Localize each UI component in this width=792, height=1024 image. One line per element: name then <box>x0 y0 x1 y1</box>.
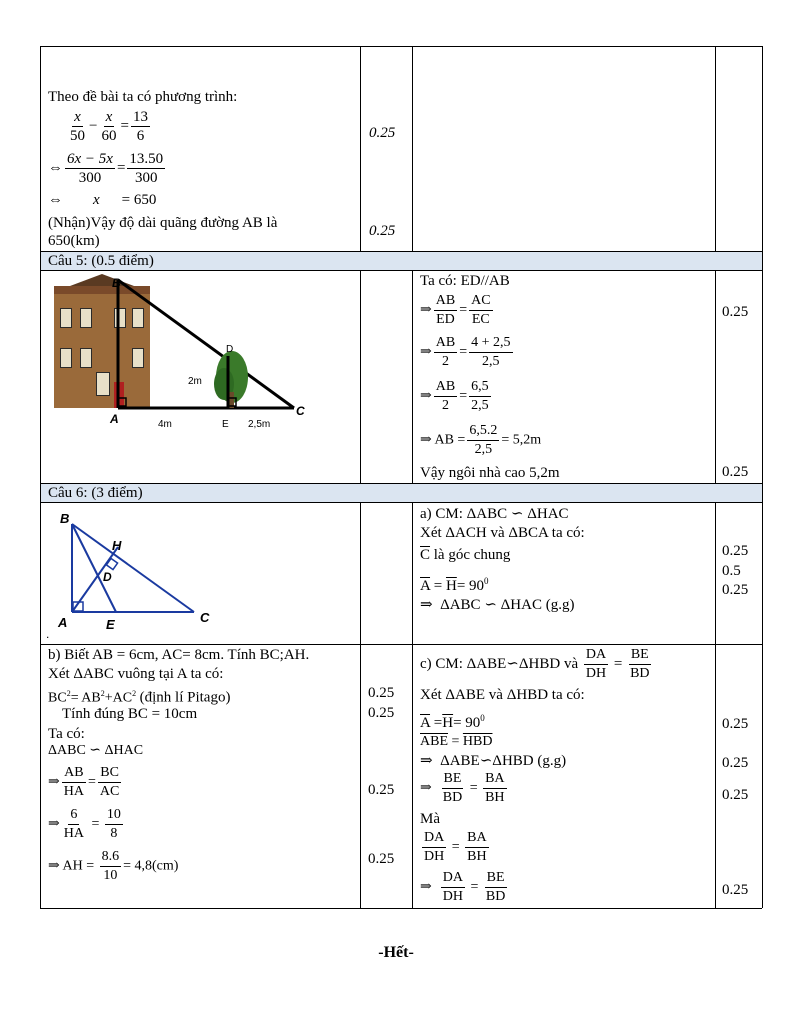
q5-result: ⇒ AB = $\frac{6,5.2}{2,5}$ = 5,2m <box>420 423 542 457</box>
q6a-score-3: 0.25 <box>722 582 749 598</box>
q4-equation-2: ⇔ $\frac{6x - 5x}{300}$ = $\frac{13.50}{300}$ <box>48 151 164 186</box>
q6c-fraction-3: ⇒ $\frac{DA}{DH}$ = $\frac{BE}{BD}$ <box>420 870 506 904</box>
q5-label-2-5m: 2,5m <box>248 419 271 430</box>
q6b-result: ⇒ AH = $\frac{8.6}{10}$ = 4,8(cm) <box>48 849 179 883</box>
q6c-score-4: 0.25 <box>722 882 749 898</box>
q6b-score-3: 0.25 <box>368 782 395 798</box>
q5-label-4m: 4m <box>158 419 172 430</box>
q6b-line-2: Xét ΔABC vuông tại A ta có: <box>48 666 224 682</box>
q6-header-shade <box>41 483 762 502</box>
q5-fraction-3: ⇒ $\frac{AB}{2}$ = $\frac{6,5}{2,5}$ <box>420 379 489 413</box>
q6-label-C: C <box>200 610 210 625</box>
q4-equation-3: ⇔ x = 650 <box>48 192 157 208</box>
q6b-line-6: ΔABC ∽ ΔHAC <box>48 743 144 758</box>
q5-house-tree-figure <box>52 272 312 432</box>
q6b-line-5: Ta có: <box>48 726 85 742</box>
q6c-line-3: $\overline{A} =\overline{H}= 90^0$ <box>420 713 485 731</box>
q6b-score-4: 0.25 <box>368 851 395 867</box>
q6c-score-3: 0.25 <box>722 787 749 803</box>
q5-header: Câu 5: (0.5 điểm) <box>48 253 154 269</box>
q4-score-1: 0.25 <box>369 125 396 141</box>
end-marker: -Hết- <box>378 944 414 961</box>
q6a-score-1: 0.25 <box>722 543 749 559</box>
q6-triangle-figure <box>44 506 224 642</box>
q6a-line-1: a) CM: ΔABC ∽ ΔHAC <box>420 506 569 522</box>
q5-label-E: E <box>222 419 229 430</box>
q6c-line-4: $\overline{ABE} = \overline{HBD}$ <box>420 734 493 749</box>
q5-fraction-2: ⇒ $\frac{AB}{2}$ = $\frac{4 + 2,5}{2,5}$ <box>420 335 511 369</box>
q5-score-1: 0.25 <box>722 304 749 320</box>
q6-label-A: A <box>58 615 68 630</box>
q5-fraction-1: ⇒ $\frac{AB}{ED}$ = $\frac{AC}{EC}$ <box>420 293 491 327</box>
q6c-fraction-2: $\frac{DA}{DH}$ = $\frac{BA}{BH}$ <box>424 830 487 864</box>
q6a-line-2: Xét ΔACH và ΔBCA ta có: <box>420 525 585 541</box>
q6c-line-5: ⇒ ΔABE∽ΔHBD (g.g) <box>420 753 567 769</box>
q6b-line-4: Tính đúng BC = 10cm <box>62 706 198 722</box>
q6c-score-2: 0.25 <box>722 755 749 771</box>
q6-figure-dot: . <box>46 627 50 641</box>
q6-label-E: E <box>106 617 115 632</box>
q6-label-B: B <box>60 511 70 526</box>
q4-conclusion: (Nhận)Vậy độ dài quãng đường AB là <box>48 215 278 231</box>
q5-label-height: 2m <box>188 376 202 387</box>
q4-intro: Theo đề bài ta có phương trình: <box>48 89 238 105</box>
q5-label-D: D <box>226 344 234 355</box>
q6a-line-3: $\overline{C}$ là góc chung <box>420 547 511 563</box>
q6b-line-3: $BC^2= AB^2+AC^2$ (định lí Pitago) <box>48 689 231 706</box>
q6c-score-1: 0.25 <box>722 716 749 732</box>
q6b-fraction-2: ⇒ $\frac{6}{HA}$ = $\frac{10}{8}$ <box>48 807 121 841</box>
q6b-score-2: 0.25 <box>368 705 395 721</box>
q6-label-H: H <box>112 538 122 553</box>
tree-illustration <box>214 351 248 408</box>
q6a-score-2: 0.5 <box>722 563 741 579</box>
q4-equation-1: $\frac{x}{50}$ − $\frac{x}{60}$ = $\frac{13}{6}$ <box>70 109 148 144</box>
q6-header: Câu 6: (3 điểm) <box>48 485 143 501</box>
q4-score-2: 0.25 <box>369 223 396 239</box>
q5-label-A: A <box>110 412 119 426</box>
q6b-line-1: b) Biết AB = 6cm, AC= 8cm. Tính BC;AH. <box>48 647 310 663</box>
q6c-line-1: c) CM: ΔABE∽ΔHBD và $\frac{DA}{DH}$ = $\frac{BE}{BD}$ <box>420 647 650 681</box>
q5-score-2: 0.25 <box>722 464 749 480</box>
q5-label-C: C <box>296 404 305 418</box>
q6b-score-1: 0.25 <box>368 685 395 701</box>
q6a-line-5: ⇒ ΔABC ∽ ΔHAC (g.g) <box>420 597 575 613</box>
q5-label-B: B <box>112 276 121 290</box>
q5-line-1: Ta có: ED//AB <box>420 273 510 289</box>
q6c-line-2: Xét ΔABE và ΔHBD ta có: <box>420 687 585 703</box>
q6b-fraction-1: ⇒ $\frac{AB}{HA}$ = $\frac{BC}{AC}$ <box>48 765 120 799</box>
q6c-ma: Mà <box>420 811 440 827</box>
q6c-fraction-1: ⇒ $\frac{BE}{BD}$ = $\frac{BA}{BH}$ <box>420 771 505 805</box>
q5-conclusion: Vậy ngôi nhà cao 5,2m <box>420 465 560 481</box>
q4-conclusion-value: 650(km) <box>48 233 100 249</box>
q6-label-D: D <box>103 570 112 584</box>
q6a-line-4: $\overline{A} = \overline{H}= 90^0$ <box>420 576 489 594</box>
